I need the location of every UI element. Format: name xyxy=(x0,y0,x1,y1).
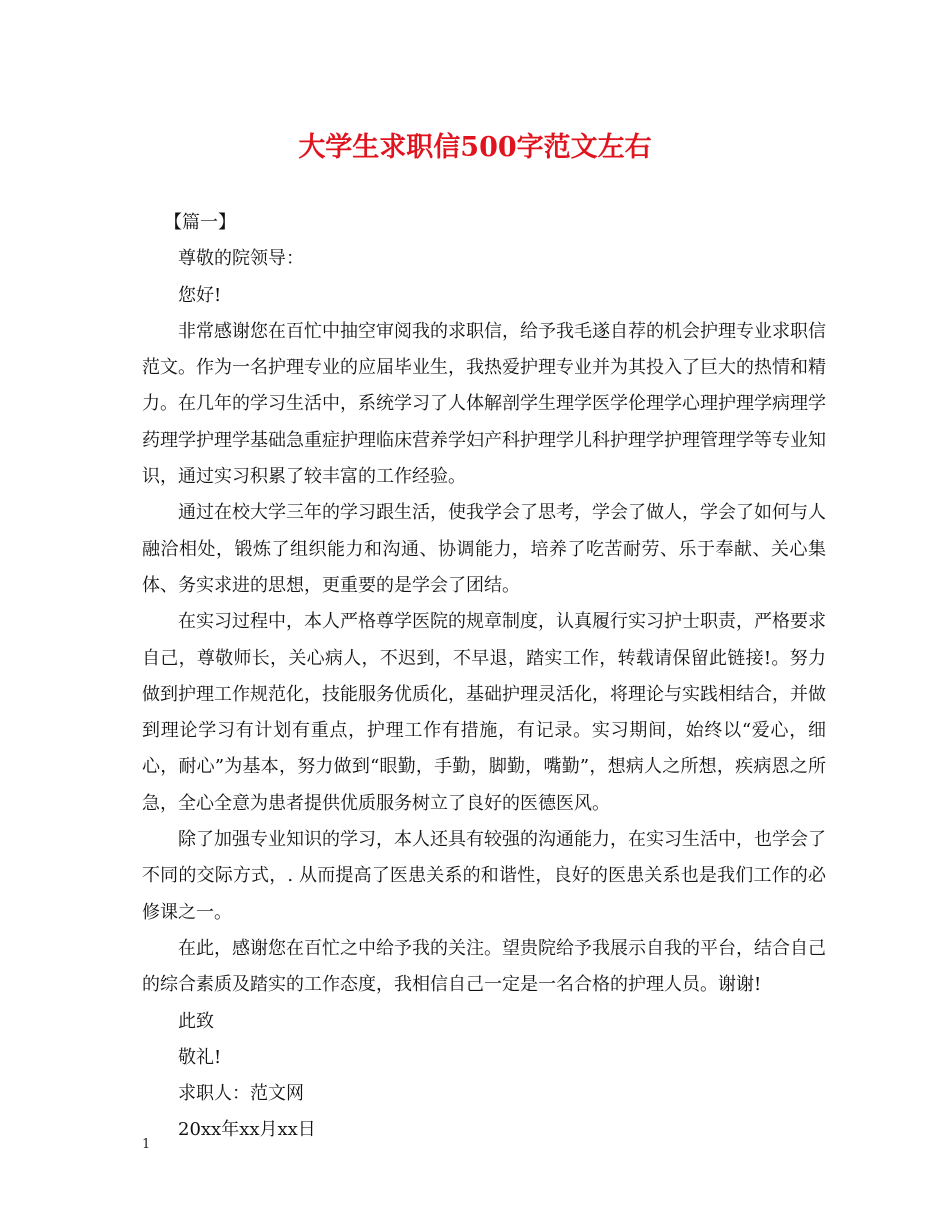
body-paragraph: 除了加强专业知识的学习，本人还具有较强的沟通能力，在实习生活中，也学会了不同的交际方式，. 从而提高了医患关系的和谐性，良好的医患关系也是我们工作的必修课之一。 xyxy=(142,829,826,923)
document-body xyxy=(142,205,826,1149)
section-heading: 【篇一】 xyxy=(164,212,236,233)
closing-salute: 敬礼! xyxy=(178,1046,222,1068)
greeting: 您好! xyxy=(178,284,222,306)
body-paragraph: 通过在校大学三年的学习跟生活，使我学会了思考，学会了做人，学会了如何与人融洽相处，锻炼了组织能力和沟通、协调能力，培养了吃苦耐劳、乐于奉献、关心集体、务实求进的思想，更重要的是学会了团结。 xyxy=(142,502,826,596)
salutation: 尊敬的院领导： xyxy=(178,248,304,270)
date-line: 20xx年xx月xx日 xyxy=(178,1119,316,1141)
body-paragraph: 在此，感谢您在百忙之中给予我的关注。望贵院给予我展示自我的平台，结合自己的综合素质及踏实的工作态度，我相信自己一定是一名合格的护理人员。谢谢! xyxy=(142,937,826,996)
document-title: 大学生求职信500字范文左右 xyxy=(298,132,652,163)
page-number: 1 xyxy=(142,1137,151,1152)
body-paragraph: 在实习过程中，本人严格尊学医院的规章制度，认真履行实习护士职责，严格要求自己，尊敬师长，关心病人，不迟到，不早退，踏实工作，转载请保留此链接!。努力做到护理工作规范化，技能服务优质化，基础护理灵活化，将理论与实践相结合，并做到理论学习有计划有重点，护理工作有措施，有记录。实习期间，始终以“爱心，细心，耐心”为基本，努力做到“眼勤，手勤，脚勤，嘴勤”，想病人之所想，疾病恩之所急，全心全意为患者提供优质服务树立了良好的医德医风。 xyxy=(142,611,826,814)
body-paragraph: 非常感谢您在百忙中抽空审阅我的求职信，给予我毛遂自荐的机会护理专业求职信范文。作为一名护理专业的应届毕业生，我热爱护理专业并为其投入了巨大的热情和精力。在几年的学习生活中，系统学习了人体解剖学生理学医学伦理学心理护理学病理学药理学护理学基础急重症护理临床营养学妇产科护理学儿科护理学护理管理学等专业知识，通过实习积累了较丰富的工作经验。 xyxy=(142,320,826,488)
closing-phrase: 此致 xyxy=(178,1010,214,1032)
signature-line: 求职人：范文网 xyxy=(178,1083,304,1105)
